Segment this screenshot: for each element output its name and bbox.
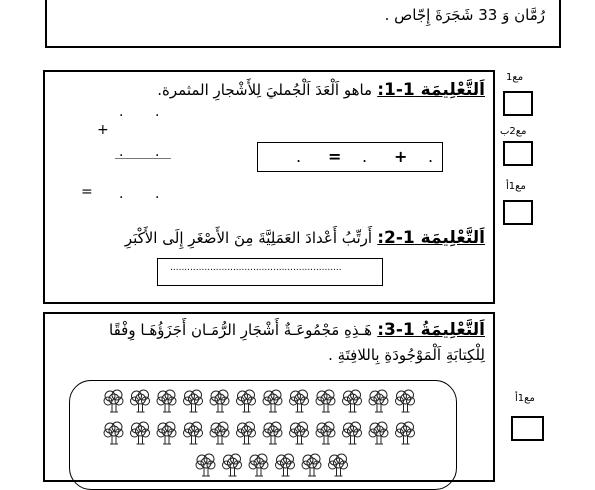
tree-icon [369, 422, 388, 444]
tree-icon [263, 422, 282, 444]
tree-icon [316, 390, 335, 412]
section-1-box [43, 70, 495, 304]
calc-dot: . [119, 186, 124, 202]
instruction-1-1-text: ماهو اَلْعَدَ اَلْجُمليَ لِلأَشْجارِ المثمرة. [157, 81, 373, 99]
tree-icon [131, 390, 150, 412]
tree-icon [290, 422, 309, 444]
calc-dot: . [119, 104, 124, 120]
criterion-box[interactable] [503, 141, 533, 166]
tree-icon [104, 390, 123, 412]
answer-right: . [428, 147, 434, 166]
instruction-1-1-label: اَلتَّعْلِيمَة 1-1: [377, 80, 485, 100]
answer-box[interactable] [257, 142, 443, 172]
calc-dot: . [119, 144, 124, 160]
instruction-1-2 [125, 228, 485, 248]
calc-dot: . [155, 104, 160, 120]
tree-icon [157, 422, 176, 444]
calc-dot: . [155, 186, 160, 202]
tree-icon [237, 390, 256, 412]
tree-icon [343, 390, 362, 412]
tree-icon [196, 454, 215, 476]
calc-plus: + [97, 122, 109, 138]
tree-icon [396, 422, 415, 444]
dotted-line: ............................................................ [170, 263, 342, 273]
tree-icon [131, 422, 150, 444]
instruction-1-3-label: اَلتَّعْلِيمَةُ 1-3: [377, 320, 485, 340]
criterion-label: مع1 [506, 72, 524, 83]
tree-icon [263, 390, 282, 412]
tree-icon [276, 454, 295, 476]
trees-grid [45, 314, 497, 484]
tree-icon [396, 390, 415, 412]
criterion-label: مع1أ [515, 393, 535, 404]
instruction-1-1 [157, 80, 485, 100]
top-text: رُمَّان وَ 33 شَجَرَةَ إِجّاص . [384, 6, 545, 24]
tree-icon [223, 454, 242, 476]
tree-icon [290, 390, 309, 412]
calc-equals: = [81, 184, 93, 200]
tree-icon [329, 454, 348, 476]
criterion-box[interactable] [503, 91, 533, 116]
tree-icon [210, 390, 229, 412]
calc-dot: . [155, 144, 160, 160]
section-2-box [43, 312, 495, 482]
answer-left: . [296, 147, 302, 166]
top-text-box [45, 0, 561, 48]
tree-icon [343, 422, 362, 444]
instruction-1-3-text: هَـذِهِ مَجْمُوعَـةٌ أَشْجَارِ الرُّمَـان أَجَزَؤُهَـا وِفْقًا [109, 321, 373, 339]
instruction-1-3-line2: لِلْكِتابَةِ اَلْمَوْجُودَةِ بِاللافِتَةِ . [328, 346, 485, 364]
criterion-box[interactable] [511, 416, 544, 441]
instruction-1-2-text: أَرتِّبُ أَعْدادَ العَمَلِيَّةَ مِنَ الأَصْغَرِ إِلَى الأَكْبَرِ [124, 229, 373, 247]
criterion-label: مع1أ [506, 181, 526, 192]
tree-icon [249, 454, 268, 476]
tree-icon [316, 422, 335, 444]
criterion-box[interactable] [503, 200, 533, 225]
tree-icon [210, 422, 229, 444]
tree-icon [237, 422, 256, 444]
tree-icon [302, 454, 321, 476]
tree-icon [184, 390, 203, 412]
answer-mid: . [362, 147, 368, 166]
tree-icon [157, 390, 176, 412]
tree-icon [104, 422, 123, 444]
tree-icon [369, 390, 388, 412]
answer-equals: = [328, 147, 342, 166]
instruction-1-2-label: اَلتَّعْلِيمَة 1-2: [377, 228, 485, 248]
answer-plus: + [394, 147, 408, 166]
tree-icon [184, 422, 203, 444]
criterion-label: مع2ب [500, 126, 527, 137]
ordering-answer-box[interactable] [157, 258, 383, 286]
calc-line [115, 158, 171, 159]
